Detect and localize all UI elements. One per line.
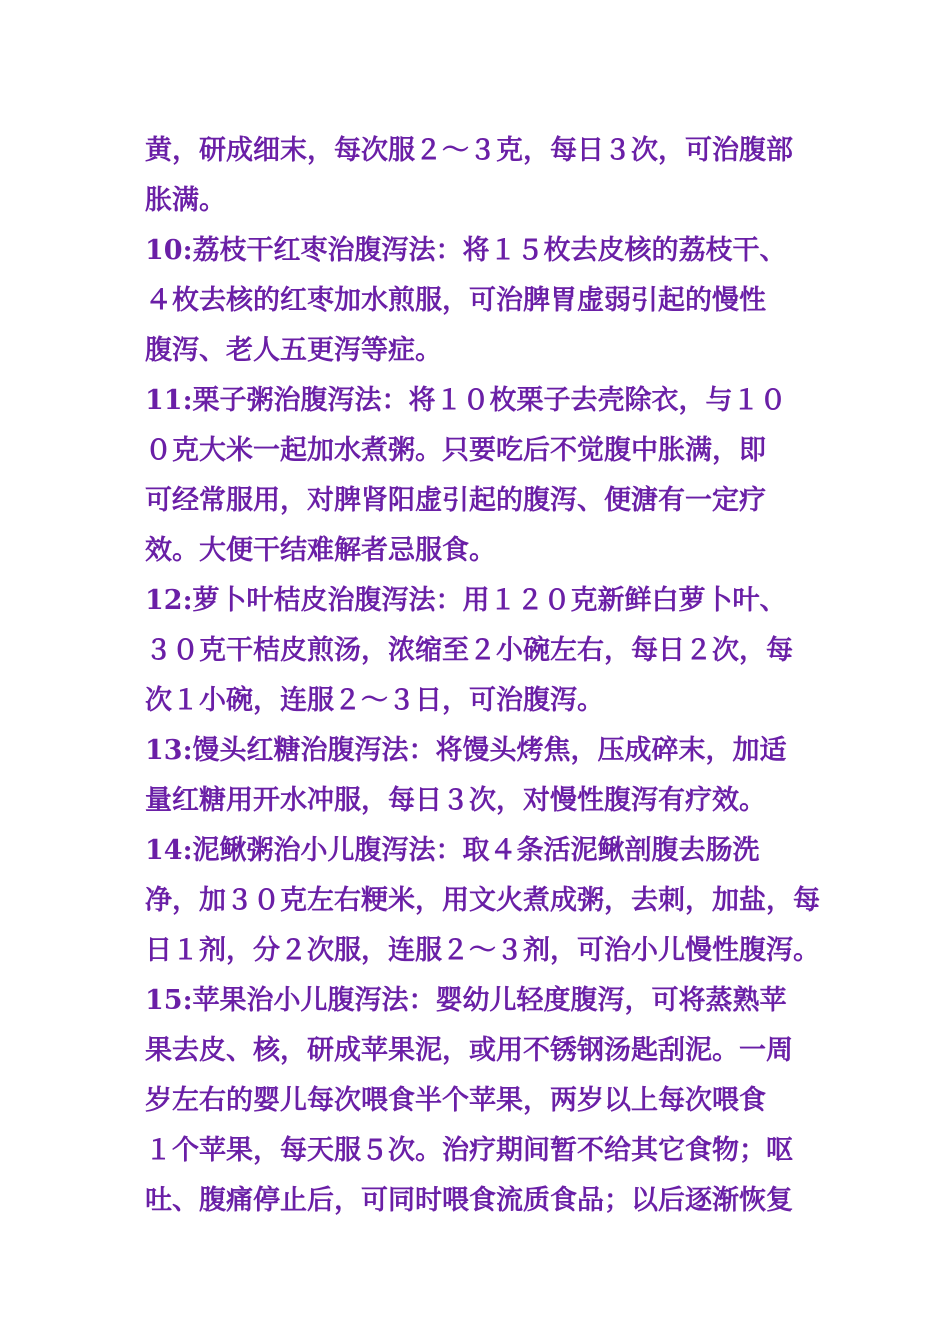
text-line: 净，加３０克左右粳米，用文火煮成粥，去刺，加盐，每 [145, 885, 820, 916]
text-line: 黄，研成细末，每次服２～３克，每日３次，可治腹部 [145, 135, 793, 166]
text-line: 11:栗子粥治腹泻法：将１０枚栗子去壳除衣，与１０ [145, 385, 787, 416]
text-line: 岁左右的婴儿每次喂食半个苹果，两岁以上每次喂食 [145, 1085, 766, 1116]
text-line: 12:萝卜叶桔皮治腹泻法：用１２０克新鲜白萝卜叶、 [145, 585, 787, 616]
text-line: ０克大米一起加水煮粥。只要吃后不觉腹中胀满，即 [145, 435, 766, 466]
text-line: ３０克干桔皮煎汤，浓缩至２小碗左右，每日２次，每 [145, 635, 793, 666]
text-line: 胀满。 [145, 185, 226, 216]
text-line: 13:馒头红糖治腹泻法：将馒头烤焦，压成碎末，加适 [145, 735, 787, 766]
text-line: 腹泻、老人五更泻等症。 [145, 335, 442, 366]
text-line: 次１小碗，连服２～３日，可治腹泻。 [145, 685, 604, 716]
text-line: １个苹果，每天服５次。治疗期间暂不给其它食物；呕 [145, 1135, 793, 1166]
text-line: 果去皮、核，研成苹果泥，或用不锈钢汤匙刮泥。一周 [145, 1035, 793, 1066]
text-line: 日１剂，分２次服，连服２～３剂，可治小儿慢性腹泻。 [145, 935, 820, 966]
text-line: 效。大便干结难解者忌服食。 [145, 535, 496, 566]
text-line: 可经常服用，对脾肾阳虚引起的腹泻、便溏有一定疗 [145, 485, 766, 516]
text-line: 10:荔枝干红枣治腹泻法：将１５枚去皮核的荔枝干、 [145, 235, 787, 266]
text-line: 量红糖用开水冲服，每日３次，对慢性腹泻有疗效。 [145, 785, 766, 816]
text-line: 吐、腹痛停止后，可同时喂食流质食品；以后逐渐恢复 [145, 1185, 793, 1216]
text-line: 14:泥鳅粥治小儿腹泻法：取４条活泥鳅剖腹去肠洗 [145, 835, 760, 866]
text-line: ４枚去核的红枣加水煎服，可治脾胃虚弱引起的慢性 [145, 285, 766, 316]
document-body [145, 126, 835, 1226]
text-line: 15:苹果治小儿腹泻法：婴幼儿轻度腹泻，可将蒸熟苹 [145, 985, 787, 1016]
